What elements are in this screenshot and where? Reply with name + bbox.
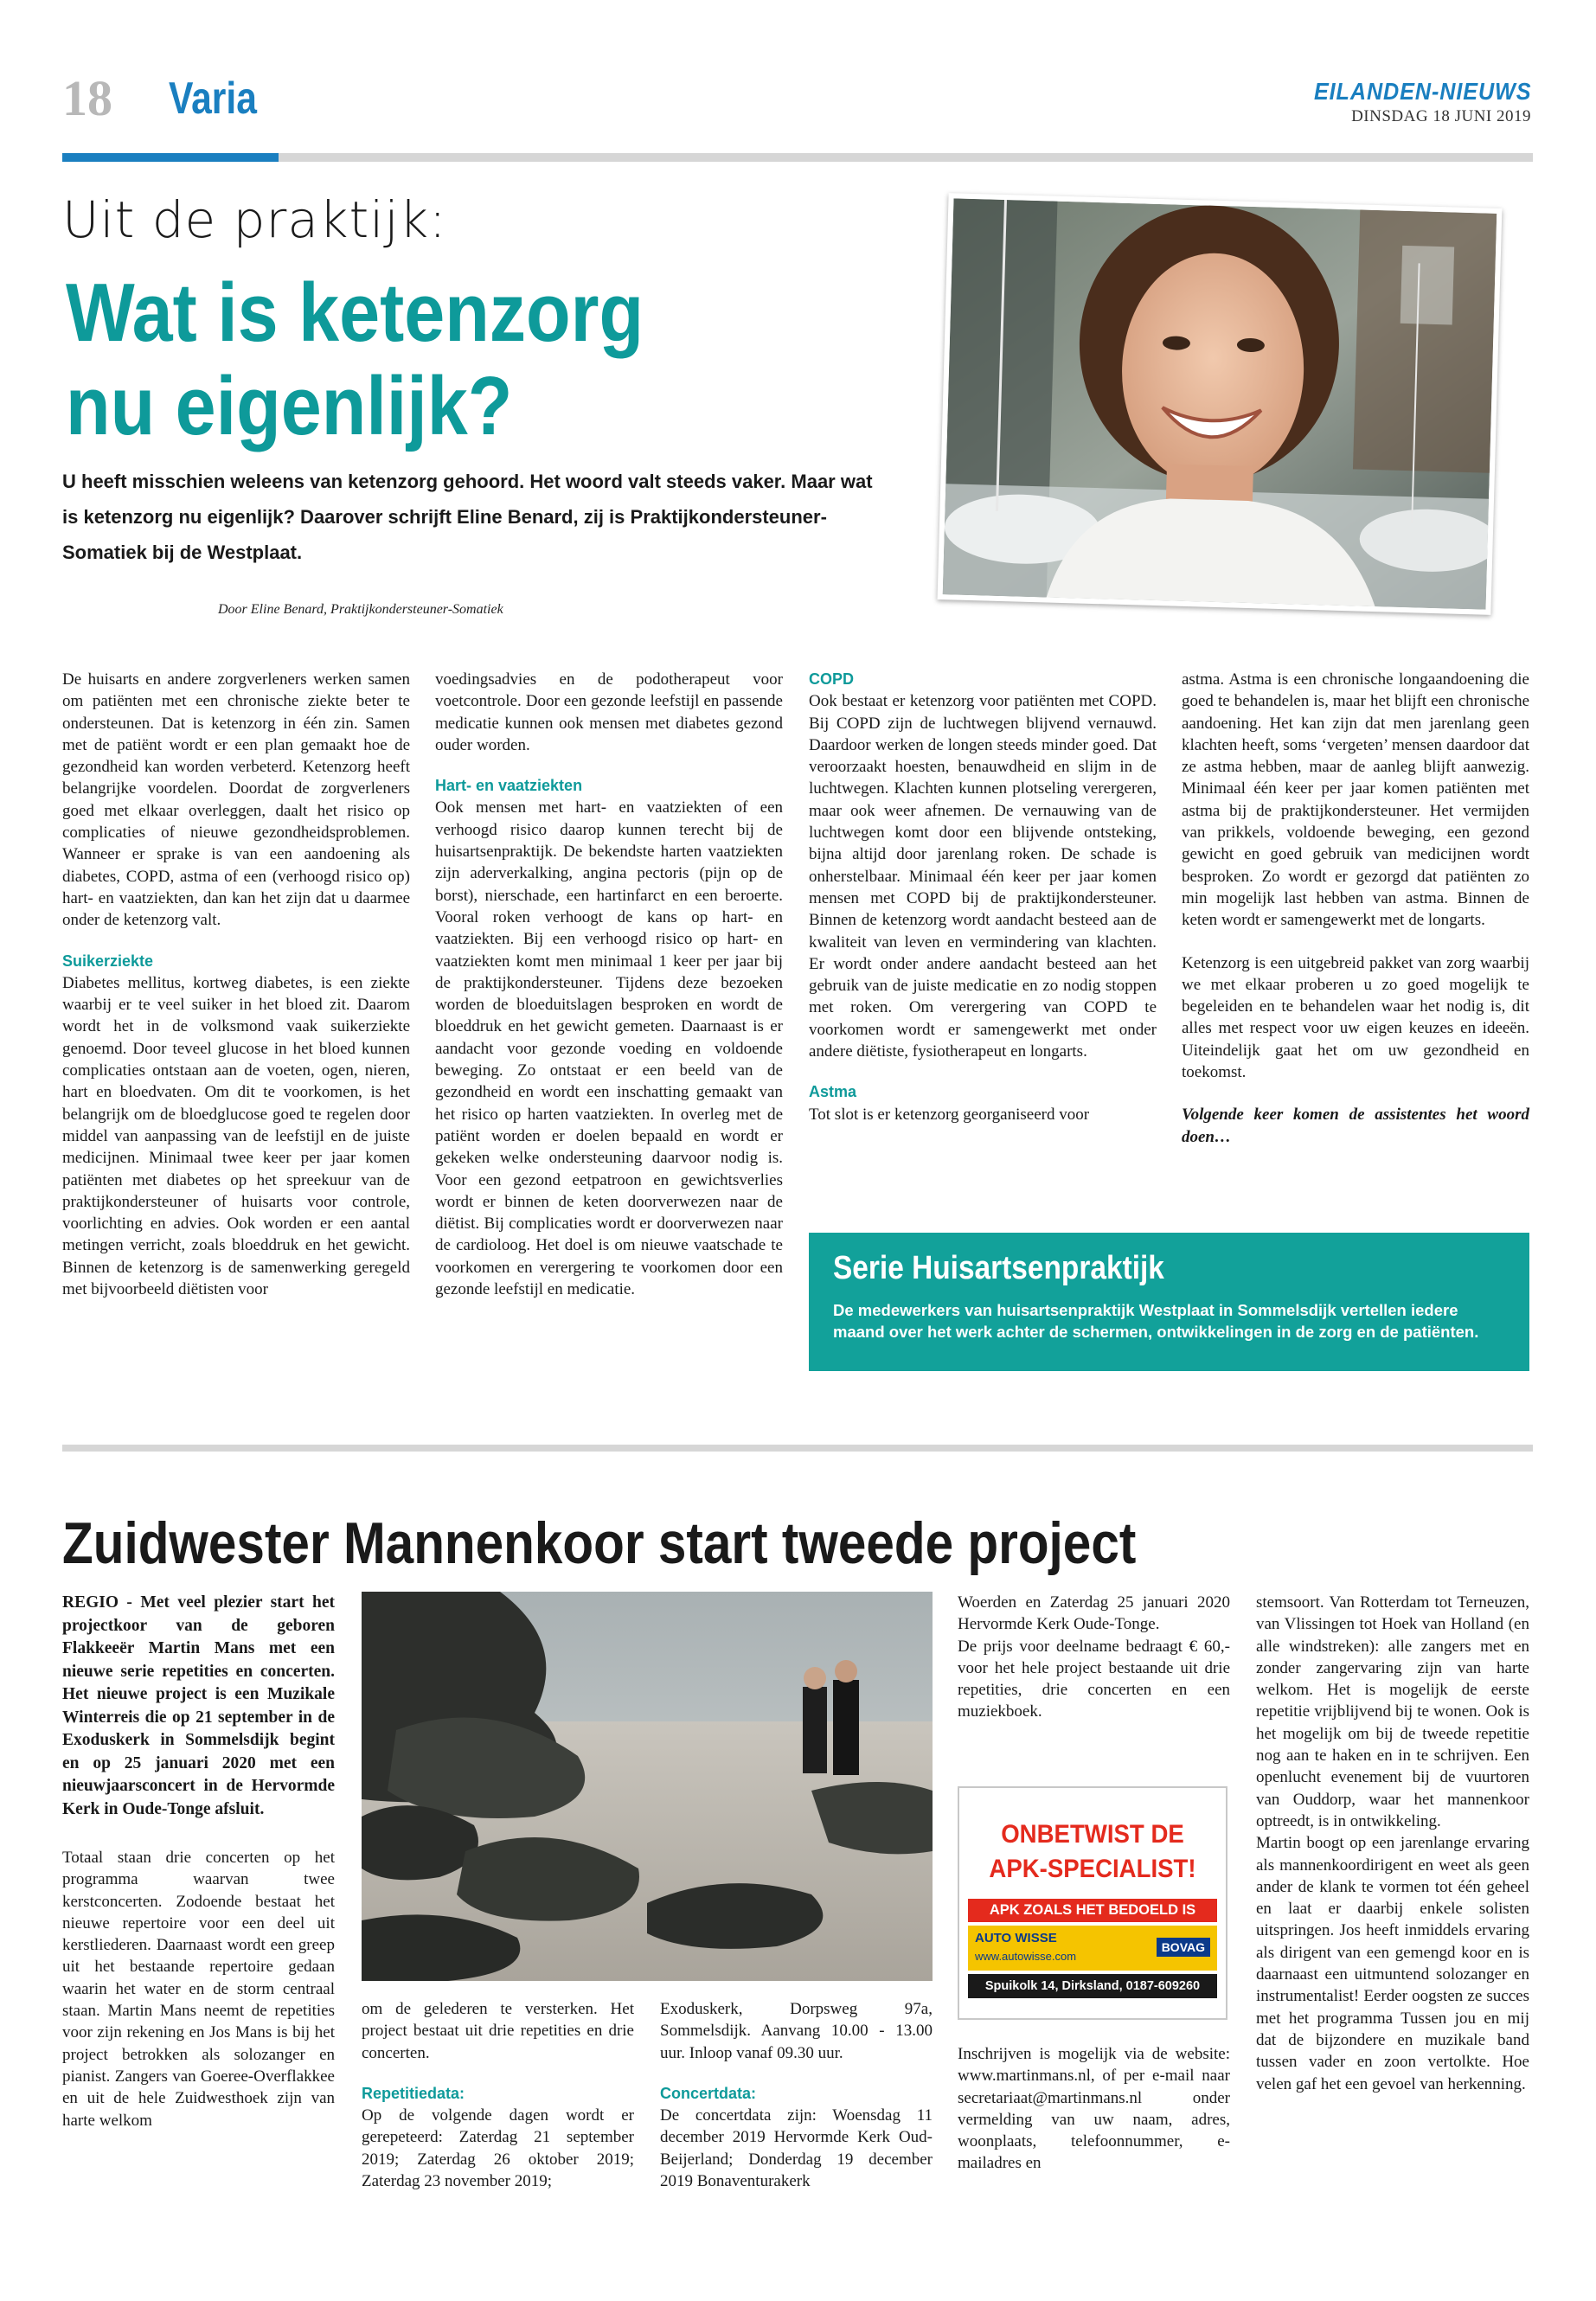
paragraph: De huisarts en andere zorgverleners werken samen om patiënten met een chronische ziekte beter te ondersteunen. Dat is ketenzorg in één zin. Samen met de patiënt wordt er een plan gemaakt hoe de gezondheid kan worden verbeterd. Ketenzorg heeft belangrijke voordelen. Doordat de zorgverleners goed met elkaar overleggen, daalt het risico op complicaties of nieuwe gezondheidsproblemen. Wanneer er sprake is van een aandoening als diabetes, COPD, astma of een (verhoogd risico op) hart- en vaatziekten, dan kan het zijn dat u daarmee onder de ketenzorg valt. [62, 670, 410, 930]
header-divider [62, 153, 1533, 162]
article-headline [66, 266, 751, 453]
paragraph: om de gelederen te versterken. Het project bestaat uit drie repetities en drie concerten. [362, 2000, 634, 2062]
paragraph: stemsoort. Van Rotterdam tot Terneuzen, van Vlissingen tot Hoek van Holland (en alle windstreken): alle zangers met en zonder zangervaring zijn van harte welkom. Het is mogelijk de eerste repetitie vrijblijvend bij te wonen. Ook is het mogelijk om bij de tweede repetitie nog aan te haken en in te schrijven. Een openlucht evenement bij de vuurtoren van Ouddorp, waar het mannenkoor optreedt, is in ontwikkeling. [1256, 1593, 1529, 1830]
article2-column-4 [958, 1592, 1230, 1723]
paragraph: Diabetes mellitus, kortweg diabetes, is een ziekte waarbij er te veel suiker in het bloed zit. Daarom wordt het in de volksmond vaak suikerziekte genoemd. Door teveel glucose in het bloed kunnen complicaties ontstaan aan de voeten, ogen, nieren, hart en bloedvaten. Om dit te voorkomen, is het belangrijk om de bloedglucose goed te regelen door middel van aanpassing van de leefstijl en de juiste medicijnen. Minimaal twee keer per jaar komen patiënten met diabetes op het spreekuur van de praktijkondersteuner of huisarts voor controle, voorlichting en advies. Ook worden er een aantal metingen verricht, zoals bloeddruk en het gewicht. Binnen de ketenzorg is de samenwerking geregeld met bijvoorbeeld diëtisten voor [62, 973, 410, 1299]
article-byline: Door Eline Benard, Praktijkondersteuner-Somatiek [218, 602, 503, 617]
ad-headline [970, 1817, 1215, 1887]
article2-column-4b [958, 2043, 1230, 2175]
ad-address: Spuikolk 14, Dirksland, 0187-609260 [968, 1974, 1217, 1998]
article1-column-1 [62, 669, 410, 1300]
section-divider [62, 1445, 1533, 1452]
ad-tagline: APK ZOALS HET BEDOELD IS [968, 1899, 1217, 1922]
article1-column-2 [435, 669, 783, 1300]
article2-headline: Zuidwester Mannenkoor start tweede project [62, 1510, 1137, 1576]
ad-badge: BOVAG [1157, 1938, 1210, 1957]
paragraph: Inschrijven is mogelijk via de website: www.martinmans.nl, of per e-mail naar secretariaat@martinmans.nl onder vermelding van uw naam, adres, woonplaats, telefoonnummer, e-mailadres en [958, 2045, 1230, 2173]
headline-line-2: nu eigenlijk? [66, 360, 513, 452]
portrait-image [943, 198, 1497, 609]
article2-column-2 [362, 1998, 634, 2192]
paragraph: Ketenzorg is een uitgebreid pakket van zorg waarbij we met elkaar proberen u zo goed mogelijk te begeleiden en te behandelen waar het nodig is, dit alles met respect voor uw eigen keuzes en ideeën. Uiteindelijk gaat het om uw gezondheid en toekomst. [1182, 953, 1529, 1082]
serie-title: Serie Huisartsenpraktijk [833, 1250, 1164, 1286]
apk-advertisement[interactable] [958, 1786, 1227, 2020]
page-number: 18 [62, 70, 112, 126]
paragraph: Op de volgende dagen wordt er gerepeteerd: Zaterdag 21 september 2019; Zaterdag 26 oktober 2019; Zaterdag 23 november 2019; [362, 2106, 634, 2191]
article-intro: U heeft misschien weleens van ketenzorg gehoord. Het woord valt steeds vaker. Maar wat is ketenzorg nu eigenlijk? Daarover schrijft Eline Benard, zij is Praktijkondersteuner-Somatiek bij de Westplaat. [62, 471, 873, 563]
paragraph: Ook mensen met hart- en vaatziekten of een verhoogd risico daarop kunnen terecht bij de huisartsenpraktijk. De bekendste harten vaatziekten zijn aderverkalking, angina pectoris (pijn op de borst), nierschade, een hartinfarct en een beroerte. Vooral roken verhoogt de kans op hart- en vaatziekten. Bij een verhoogd risico op hart- en vaatziekten komt men minimaal 1 keer per jaar bij de praktijkondersteuner. Tijdens deze bezoeken worden de bloeduitslagen besproken en wordt de bloeddruk en het gewicht gemeten. Daarnaast is er aandacht voor gezonde voeding en voldoende beweging. Zo ontstaat er een beeld van de gezondheid en wordt een inschatting gemaakt van het risico op harten vaatziekten. In overleg met de patiënt worden er doelen bepaald en wordt er gekeken welke ondersteuning daarvoor nodig is. Voor een gezond eetpatroon en gewichtsverlies wordt er binnen de keten doorverwezen naar de diëtist. Bij complicaties wordt er doorverwezen naar de cardioloog. Het doel is om nieuwe vaatschade te voorkomen en verergering te voorkomen door een gezonde leefstijl en medicatie. [435, 798, 783, 1299]
paragraph: Tot slot is er ketenzorg georganiseerd voor [809, 1105, 1090, 1124]
subheading-astma: Astma [809, 1083, 857, 1101]
paragraph: Martin boogt op een jarenlange ervaring als mannenkoordirigent en weet als geen ander de klank te vormen tot één geheel en laat er daarbij enkele solisten uitspringen. Jos heeft inmiddels ervaring als dirigent van een gemengd koor en is daarnaast een uitmuntend solozanger en instrumentalist! Eerder oogsten ze succes met het programma Tussen jou en mij dat de bijzondere en muzikale band tussen vader en zoon vertolkte. Hoe velen gaf het een gevoel van herkenning. [1256, 1834, 1529, 2093]
ad-headline-line-2: APK-SPECIALIST! [989, 1855, 1196, 1883]
portrait-photo [938, 193, 1503, 615]
headline-line-1: Wat is ketenzorg [66, 266, 644, 359]
ad-headline-line-1: ONBETWIST DE [1001, 1820, 1184, 1849]
article1-column-3 [809, 669, 1157, 1125]
paragraph: Exoduskerk, Dorpsweg 97a, Sommelsdijk. Aanvang 10.00 - 13.00 uur. Inloop vanaf 09.30 uur. [660, 2000, 933, 2062]
choir-photo [362, 1592, 933, 1981]
paragraph: Ook bestaat er ketenzorg voor patiënten met COPD. Bij COPD zijn de luchtwegen blijvend vernauwd. Daardoor werken de longen steeds minder goed. Dat veroorzaakt hoesten, benauwdheid en slijm in de luchtwegen. Klachten kunnen plotseling verergeren, maar ook weer afnemen. De vernauwing van de luchtwegen komt door een blijvende ontsteking, bijna altijd door jarenlang roken. De schade is onherstelbaar. Minimaal één keer per jaar komen mensen met COPD bij de praktijkondersteuner. Binnen de ketenzorg wordt aandacht besteed aan de kwaliteit van leven en vermindering van klachten. Er wordt onder andere aandacht besteed aan het gebruik van de juiste medicatie en zo nodig stoppen met roken. Om verergering van COPD te voorkomen wordt er samengewerkt met onder andere diëtiste, fysiotherapeut en longarts. [809, 692, 1157, 1061]
header-divider-accent [62, 153, 279, 162]
article2-column-3 [660, 1998, 933, 2192]
subheading-concertdata: Concertdata: [660, 2084, 757, 2102]
paragraph: astma. Astma is een chronische longaandoening die goed te behandelen is, maar het blijft een chronische aandoening. Het kan zijn dat men jarenlang geen klachten heeft, soms ‘vergeten’ mensen daardoor dat ze astma hebben, maar de aanleg blijft aanwezig. Minimaal één keer per jaar komen patiënten met astma bij de praktijkondersteuner. Het vermijden van prikkels, voldoende beweging, een gezond gewicht en goed gebruik van medicijnen wordt besproken. Zo wordt er gezorgd dat patiënten zo min mogelijk last hebben van astma. Binnen de keten wordt er samengewerkt met de longarts. [1182, 670, 1529, 930]
ad-logo [968, 1926, 1217, 1971]
paragraph: Woerden en Zaterdag 25 januari 2020 Hervormde Kerk Oude-Tonge. [958, 1593, 1230, 1634]
article1-column-4 [1182, 669, 1529, 1148]
paragraph: De prijs voor deelname bedraagt € 60,- voor het hele project bestaande uit drie repetities, drie concerten en een muziekboek. [958, 1637, 1230, 1721]
paragraph: De concertdata zijn: Woensdag 11 december 2019 Hervormde Kerk Oud-Beijerland; Donderdag 19 december 2019 Bonaventurakerk [660, 2106, 933, 2191]
subheading-suikerziekte: Suikerziekte [62, 952, 154, 970]
serie-text: De medewerkers van huisartsenpraktijk Westplaat in Sommelsdijk vertellen iedere maand over het werk achter de schermen, ontwikkelingen in de zorg en de patiënten. [833, 1301, 1479, 1341]
paragraph: Totaal staan drie concerten op het programma waarvan twee kerstconcerten. Zodoende bestaat het nieuwe repertoire voor een deel uit kerstliederen. Daarnaast wordt een greep uit het bestaande repertoire gedaan waarin het water en de storm centraal staan. Martin Mans neemt de repetities voor zijn rekening en Jos Mans is bij het project betrokken als solozanger en pianist. Zangers van Goeree-Overflakkee en uit de hele Zuidwesthoek zijn van harte welkom [62, 1849, 335, 2130]
subheading-repetitiedata: Repetitiedata: [362, 2084, 465, 2102]
article2-column-1 [62, 1592, 335, 2131]
article2-column-5 [1256, 1592, 1529, 2095]
serie-box [809, 1233, 1529, 1371]
closing-note: Volgende keer komen de assistentes het woord doen… [1182, 1106, 1529, 1146]
subheading-hart-vaatziekten: Hart- en vaatziekten [435, 777, 583, 795]
section-title: Varia [169, 74, 257, 124]
ad-logo-name: AUTO WISSE [975, 1931, 1057, 1945]
ad-logo-url: www.autowisse.com [975, 1950, 1077, 1963]
paragraph: voedingsadvies en de podotherapeut voor voetcontrole. Door een gezonde leefstijl en passende medicatie kunnen ook mensen met diabetes gezond ouder worden. [435, 670, 783, 754]
page-date: DINSDAG 18 JUNI 2019 [1351, 107, 1531, 125]
article-kicker: Uit de praktijk: [62, 190, 447, 249]
choir-image [362, 1592, 933, 1981]
subheading-copd: COPD [809, 670, 855, 688]
masthead-logo: EILANDEN-NIEUWS [1313, 78, 1531, 105]
article2-lead: REGIO - Met veel plezier start het projectkoor van de geboren Flakkeeër Martin Mans met een nieuwe serie repetities en concerten. Het nieuwe project is een Muzikale Winterreis die op 21 september in de Exoduskerk in Sommelsdijk begint en op 25 januari 2020 met een nieuwjaarsconcert in de Hervormde Kerk in Oude-Tonge afsluit. [62, 1593, 335, 1818]
